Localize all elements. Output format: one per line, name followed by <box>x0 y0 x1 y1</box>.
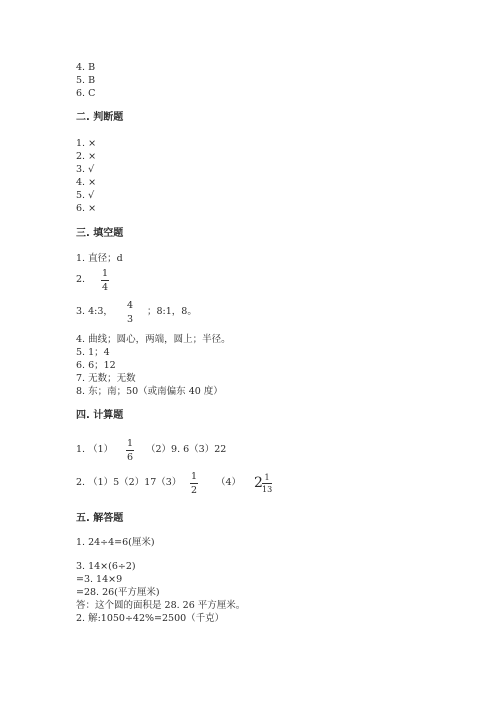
calc-answer-1-fraction <box>126 438 134 463</box>
judgement-answer-2: 2. × <box>76 151 97 162</box>
choice-answer-4: 4. B <box>76 62 96 73</box>
fraction-numerator: 1 <box>191 471 198 482</box>
fill-answer-4: 4. 曲线；圆心，两端，圆上；半径。 <box>76 334 231 345</box>
calc-answer-2-mid: （4） <box>216 477 242 488</box>
fill-answer-3-fraction <box>126 300 134 325</box>
judgement-answer-4: 4. × <box>76 177 97 188</box>
solution-line-6: 2. 解:1050÷42%=2500（千克） <box>76 613 225 624</box>
calc-answer-1-tail: （2）9. 6（3）22 <box>146 444 227 455</box>
section-heading-judgement: 二. 判断题 <box>76 112 124 123</box>
fraction-denominator: 4 <box>102 282 109 293</box>
choice-answer-6: 6. C <box>76 88 96 99</box>
fraction-numerator: 4 <box>127 300 134 311</box>
calc-answer-2-label: 2. （1）5（2）17（3） <box>76 477 182 488</box>
judgement-answer-1: 1. × <box>76 138 97 149</box>
fraction-denominator: 13 <box>262 485 273 494</box>
judgement-answer-5: 5. √ <box>76 190 95 201</box>
fill-answer-7: 7. 无数；无数 <box>76 373 136 384</box>
judgement-answer-6: 6. × <box>76 203 97 214</box>
fill-answer-8: 8. 东；南；50（或南偏东 40 度） <box>76 386 223 397</box>
mixed-number-whole: 2 <box>254 475 263 491</box>
section-heading-calculation: 四. 计算题 <box>76 410 124 421</box>
fraction-numerator: 1 <box>102 268 109 279</box>
calc-answer-2-fraction <box>190 471 198 496</box>
fill-answer-3-tail: ；8:1，8。 <box>147 306 197 317</box>
fill-answer-2-label: 2. <box>76 274 86 285</box>
fraction-denominator: 2 <box>191 485 198 496</box>
fill-answer-1: 1. 直径；d <box>76 253 123 264</box>
fraction-numerator: 1 <box>262 473 272 484</box>
calc-answer-1-label: 1. （1） <box>76 444 114 455</box>
fill-answer-3-label: 3. 4:3， <box>76 306 113 317</box>
fraction-numerator: 1 <box>127 438 134 449</box>
fraction-denominator: 6 <box>127 452 134 463</box>
fraction-denominator: 3 <box>127 314 134 325</box>
fill-answer-5: 5. 1；4 <box>76 347 110 358</box>
solution-line-2: 3. 14×(6÷2) <box>76 561 136 572</box>
solution-line-5: 答：这个圆的面积是 28. 26 平方厘米。 <box>76 600 246 611</box>
fill-answer-6: 6. 6；12 <box>76 360 116 371</box>
section-heading-fill-blank: 三. 填空题 <box>76 228 124 239</box>
solution-line-4: =28. 26(平方厘米) <box>76 587 160 598</box>
choice-answer-5: 5. B <box>76 75 96 86</box>
section-heading-word-problems: 五. 解答题 <box>76 513 124 524</box>
judgement-answer-3: 3. √ <box>76 164 95 175</box>
solution-line-3: =3. 14×9 <box>76 574 123 585</box>
fill-answer-2-fraction <box>101 268 109 293</box>
mixed-number-fraction <box>262 473 272 494</box>
solution-line-1: 1. 24÷4=6(厘米) <box>76 537 155 548</box>
